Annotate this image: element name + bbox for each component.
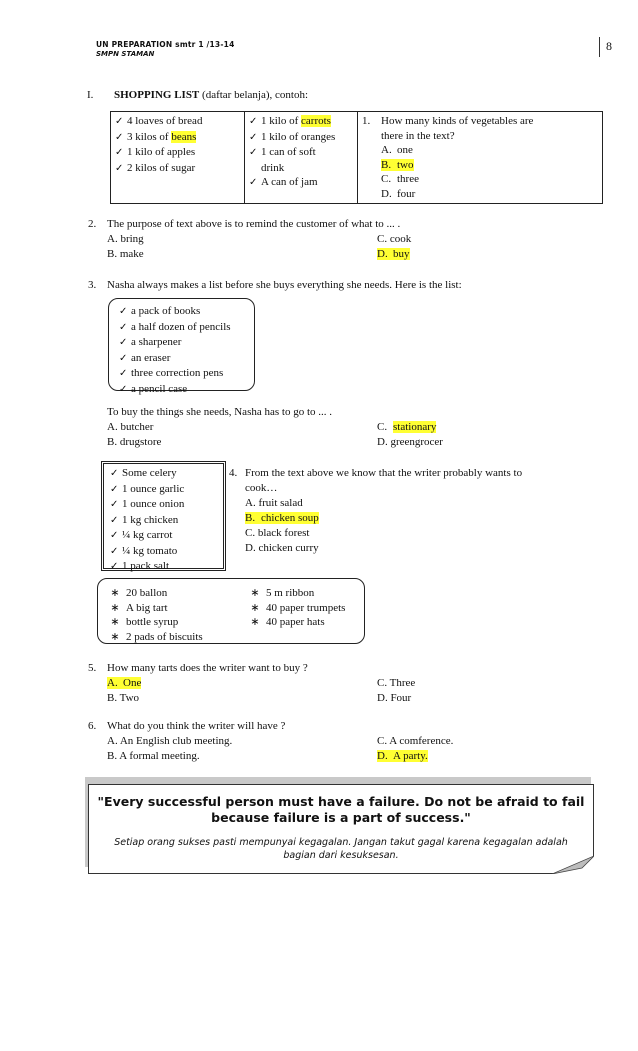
option-b: B. make	[107, 248, 144, 260]
section-subtitle: (daftar belanja), contoh:	[202, 89, 309, 101]
option-d: D. four	[381, 187, 416, 200]
question-3	[88, 278, 462, 293]
highlight-answer: D. A party.	[377, 750, 428, 762]
question-text: Nasha always makes a list before she buys everything she needs. Here is the list:	[107, 279, 462, 291]
folded-corner-icon	[552, 856, 594, 874]
option-b: B. Two	[107, 692, 140, 704]
quote-box	[88, 784, 594, 874]
list-item: ✓ ¼ kg tomato	[110, 544, 184, 560]
quote-english-line-2: because failure is a part of success."	[211, 810, 471, 825]
question-4	[229, 466, 522, 481]
option-a: A. bring	[107, 233, 144, 245]
list-item: ✓ three correction pens	[119, 366, 231, 382]
list-item-continued: drink	[261, 161, 285, 174]
quote-english-line-1: "Every successful person must have a failure. Do not be afraid to fail	[97, 794, 585, 809]
section-heading	[87, 88, 309, 103]
highlight-carrots: carrots	[301, 115, 331, 127]
option-a	[107, 676, 141, 691]
question-2	[88, 217, 400, 232]
highlight-answer: D. buy	[377, 248, 410, 260]
list-item: ✓ a pencil case	[119, 382, 231, 398]
option-a: A. butcher	[107, 421, 154, 433]
list-item: ✓ 1 can of soft	[249, 145, 353, 161]
option-c: C. cook	[377, 233, 412, 245]
question-text: How many kinds of vegetables are	[381, 115, 534, 127]
quote-indonesian-line-2: bagian dari kesuksesan.	[283, 850, 399, 861]
question-text-continued: cook…	[245, 482, 278, 494]
list-item: ✓ 1 kilo of carrots	[249, 114, 353, 130]
list-item: ✓ 2 kilos of sugar	[115, 161, 240, 177]
list-item: ✓ 1 ounce onion	[110, 497, 184, 513]
list-item: ✓ 3 kilos of beans	[115, 130, 240, 146]
question-text: How many tarts does the writer want to buy ?	[107, 662, 308, 674]
option-d: D. Four	[377, 692, 412, 704]
option-b: B. A formal meeting.	[107, 750, 200, 762]
list-item: ∗ 2 pads of biscuits	[104, 630, 203, 645]
highlight-answer: stationary	[393, 421, 437, 433]
option-d: D. chicken curry	[245, 542, 319, 554]
list-item: ✓ Some celery	[110, 466, 184, 482]
question-number: 4.	[229, 467, 238, 479]
list-item: ✓ an eraser	[119, 351, 231, 367]
option-c: C. A comference.	[377, 735, 454, 747]
list-item: ∗ 40 paper trumpets	[244, 601, 345, 616]
highlight-answer: B. chicken soup	[245, 512, 319, 524]
header-school: SMPN STAMAN	[96, 50, 155, 58]
section-numeral: I.	[87, 89, 94, 101]
highlight-beans: beans	[171, 130, 197, 143]
option-a: A. An English club meeting.	[107, 735, 233, 747]
option-c: C. stationary	[377, 421, 437, 433]
question-number: 6.	[88, 720, 97, 732]
page-number-divider	[599, 37, 600, 57]
list-item: ∗ 40 paper hats	[244, 615, 345, 630]
highlight-answer: B. two	[381, 158, 414, 171]
question-text-continued: there in the text?	[381, 129, 455, 142]
option-d	[377, 749, 428, 764]
list-item: ∗ 20 ballon	[104, 586, 203, 601]
list-item: ✓ 1 ounce garlic	[110, 482, 184, 498]
question-text: What do you think the writer will have ?	[107, 720, 286, 732]
header-title: UN PREPARATION smtr 1 /13-14	[96, 40, 235, 49]
list-item: ✓ A can of jam	[249, 175, 353, 191]
list-item: ✓ a sharpener	[119, 335, 231, 351]
option-b	[362, 158, 598, 173]
list-item: ✓ 1 kg chicken	[110, 513, 184, 529]
shopping-col-1	[111, 112, 245, 204]
question-number: 1.	[362, 115, 371, 127]
list-item: ✓ a pack of books	[119, 304, 231, 320]
question-5	[88, 661, 308, 676]
option-d	[377, 247, 410, 262]
list-item: ∗ bottle syrup	[104, 615, 203, 630]
question-text: The purpose of text above is to remind the customer of what to ... .	[107, 218, 401, 230]
list-item: ✓ 1 kilo of oranges	[249, 130, 353, 146]
list-item: ∗ A big tart	[104, 601, 203, 616]
list-item: ✓ 1 pack salt	[110, 559, 184, 575]
option-b	[245, 511, 319, 526]
question-text: From the text above we know that the writer probably wants to	[245, 467, 523, 479]
stationery-list-box	[108, 298, 255, 395]
list-item: ✓ ¼ kg carrot	[110, 528, 184, 544]
list-item: ✓ 4 loaves of bread	[115, 114, 240, 130]
page-number: 8	[606, 39, 612, 53]
question-number: 3.	[88, 279, 97, 291]
section-title: SHOPPING LIST	[114, 89, 200, 101]
option-b: B. drugstore	[107, 436, 162, 448]
question-number: 2.	[88, 218, 97, 230]
option-c: C. black forest	[245, 527, 310, 539]
list-item: ∗ 5 m ribbon	[244, 586, 345, 601]
question-6	[88, 719, 285, 734]
option-d: D. greengrocer	[377, 436, 443, 448]
list-item: ✓ a half dozen of pencils	[119, 320, 231, 336]
recipe-list-box	[101, 461, 226, 571]
question-number: 5.	[88, 662, 97, 674]
option-c: C. Three	[377, 677, 416, 689]
option-a: A. one	[381, 144, 413, 156]
quote-indonesian-line-1: Setiap orang sukses pasti mempunyai kegagalan. Jangan takut gagal karena kegagalan adalah	[114, 837, 568, 848]
highlight-answer: A. One	[107, 677, 142, 689]
shopping-list-table	[110, 111, 603, 204]
list-item: ✓ 1 kilo of apples	[115, 145, 240, 161]
party-list-box	[97, 578, 365, 644]
option-a: A. fruit salad	[245, 497, 303, 509]
shopping-col-2	[245, 112, 358, 204]
question-3-prompt: To buy the things she needs, Nasha has to go to ... .	[107, 406, 333, 418]
question-1	[358, 112, 603, 204]
option-c: C. three	[381, 173, 419, 185]
